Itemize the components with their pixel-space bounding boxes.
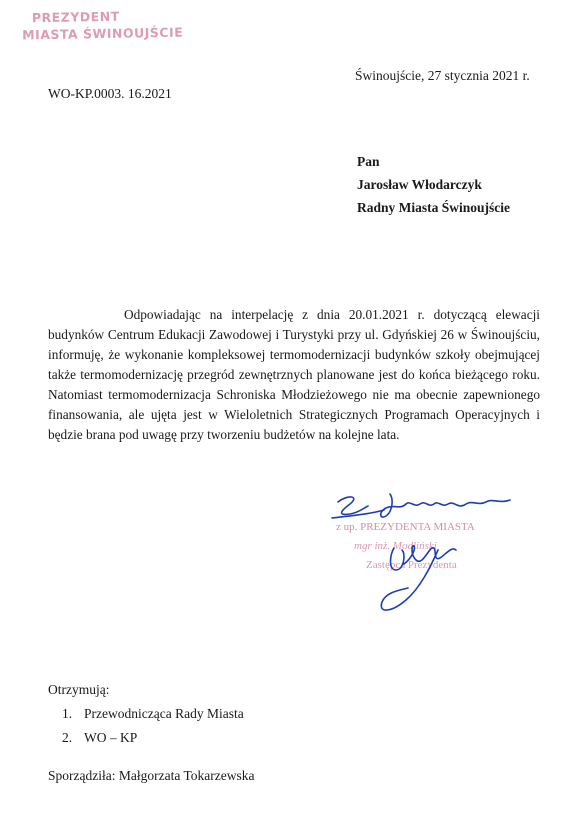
header-stamp-line2: MIASTA ŚWINOUJŚCIE xyxy=(22,24,184,43)
header-stamp xyxy=(22,7,184,44)
recipient-name: Jarosław Włodarczyk xyxy=(357,177,482,192)
reference-number: WO-KP.0003. 16.2021 xyxy=(48,86,172,101)
copies-heading: Otrzymują: xyxy=(48,682,110,697)
signature-block xyxy=(320,488,520,618)
list-item-label: Przewodnicząca Rady Miasta xyxy=(84,706,244,721)
recipient-salutation: Pan xyxy=(357,154,380,169)
list-item-number: 1. xyxy=(62,706,73,721)
handwritten-signature xyxy=(320,488,520,618)
recipient-block xyxy=(357,150,510,219)
place-date: Świnoujście, 27 stycznia 2021 r. xyxy=(355,68,530,83)
list-item xyxy=(62,702,244,726)
signature-stamp-line1: z up. PREZYDENTA MIASTA xyxy=(336,521,475,533)
list-item-label: WO – KP xyxy=(84,730,138,745)
prepared-by: Sporządziła: Małgorzata Tokarzewska xyxy=(48,768,255,783)
list-item-number: 2. xyxy=(62,730,73,745)
signature-stamp-line3: Zastępca Prezydenta xyxy=(366,559,457,571)
list-item xyxy=(62,726,244,750)
header-stamp-line1: PREZYDENT xyxy=(31,8,120,26)
letter-body: Odpowiadając na interpelację z dnia 20.01.2021 r. dotyczącą elewacji budynków Centrum Edukacji Zawodowej i Turystyki przy ul. Gdyńskiej 26 w Świnoujściu, informuję, że wykonanie kompleksowej termomodernizacji budynków szkoły obejmującej także termomodernizację przegród zewnętrznych planowane jest do końca bieżącego roku. Natomiast termomodernizacja Schroniska Młodzieżowego nie ma obecnie zapewnionego finansowania, ale ujęta jest w Wieloletnich Strategicznych Programach Operacyjnych i będzie brana pod uwagę przy tworzeniu budżetów na kolejne lata. xyxy=(48,307,540,443)
signature-stamp-line2: mgr inż. Modliński xyxy=(354,540,437,552)
recipient-title: Radny Miasta Świnoujście xyxy=(357,200,511,215)
copies-list xyxy=(62,702,244,750)
